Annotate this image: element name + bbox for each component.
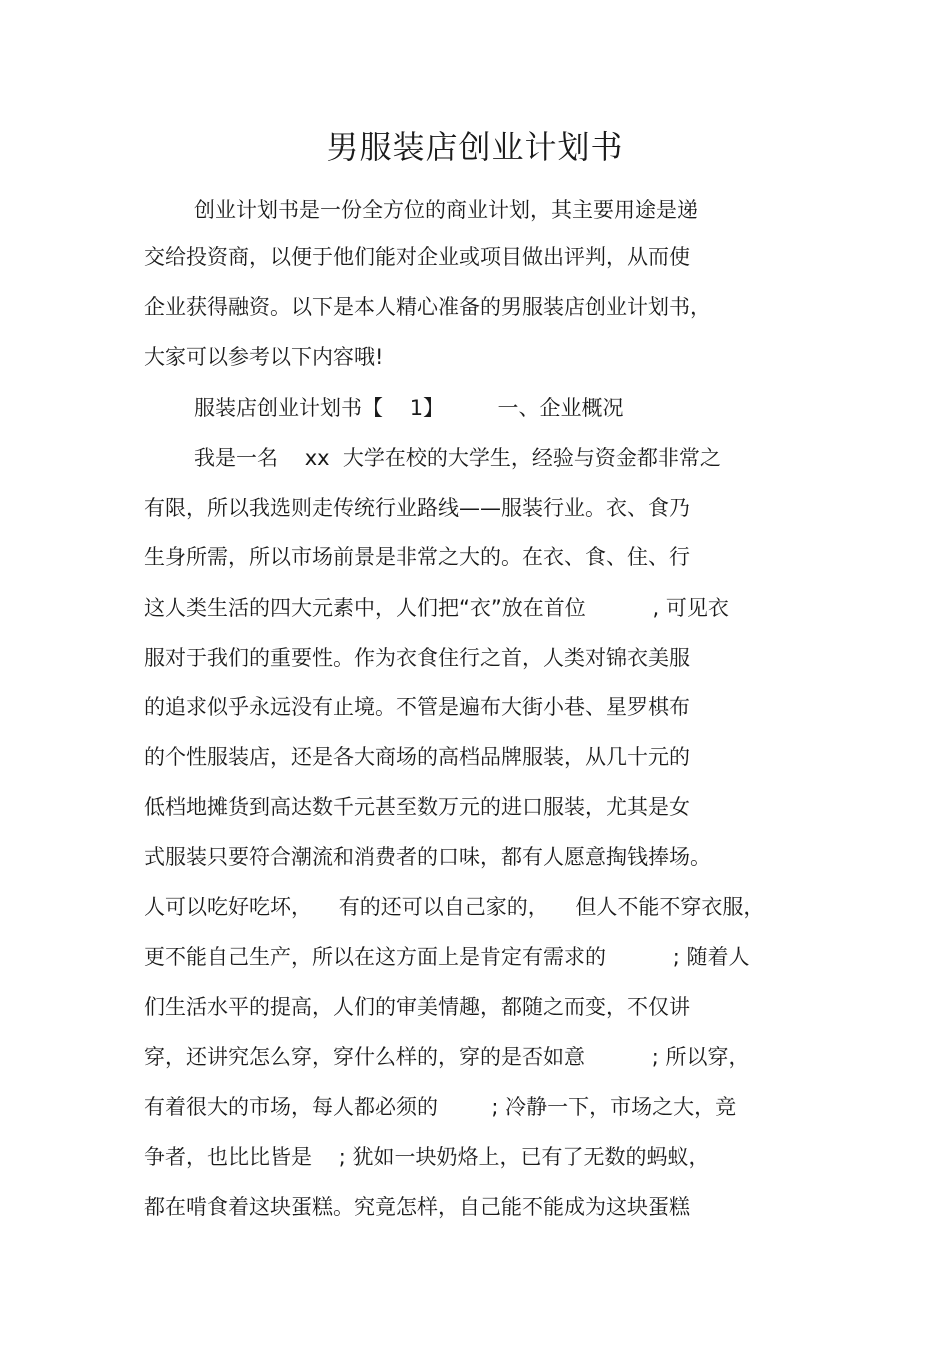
paragraph-line: 低档地摊货到高达数千元甚至数万元的进口服装，尤其是女 xyxy=(144,795,690,819)
paragraph-line: 企业获得融资。以下是本人精心准备的男服装店创业计划书， xyxy=(144,295,711,319)
document-title: 男服装店创业计划书 xyxy=(326,128,624,166)
paragraph-line: 有限，所以我选则走传统行业路线——服装行业。衣、食乃 xyxy=(144,496,690,520)
paragraph-line: 有着很大的市场，每人都必须的 ; 冷静一下，市场之大，竞 xyxy=(144,1095,737,1119)
paragraph-line: 大家可以参考以下内容哦! xyxy=(144,345,384,369)
paragraph-line: 创业计划书是一份全方位的商业计划，其主要用途是递 xyxy=(194,198,698,222)
section-heading-line: 服装店创业计划书【 1】 一、企业概况 xyxy=(194,396,624,420)
paragraph-line: 的追求似乎永远没有止境。不管是遍布大街小巷、星罗棋布 xyxy=(144,695,690,719)
paragraph-line: 交给投资商，以便于他们能对企业或项目做出评判，从而使 xyxy=(144,245,690,269)
paragraph-line: 人可以吃好吃坏， 有的还可以自己家的， 但人不能不穿衣服， xyxy=(144,895,765,919)
paragraph-line: 们生活水平的提高，人们的审美情趣，都随之而变，不仅讲 xyxy=(144,995,690,1019)
paragraph-line: 穿，还讲究怎么穿，穿什么样的，穿的是否如意 ; 所以穿， xyxy=(144,1045,750,1069)
paragraph-line: 的个性服装店，还是各大商场的高档品牌服装，从几十元的 xyxy=(144,745,690,769)
paragraph-line: 生身所需，所以市场前景是非常之大的。在衣、食、住、行 xyxy=(144,545,690,569)
paragraph-line: 更不能自己生产，所以在这方面上是肯定有需求的 ; 随着人 xyxy=(144,945,750,969)
paragraph-line: 争者，也比比皆是 ; 犹如一块奶烙上，已有了无数的蚂蚁， xyxy=(144,1145,710,1169)
paragraph-line: 我是一名 xx 大学在校的大学生，经验与资金都非常之 xyxy=(194,446,721,470)
paragraph-line: 式服装只要符合潮流和消费者的口味，都有人愿意掏钱捧场。 xyxy=(144,845,711,869)
paragraph-line: 服对于我们的重要性。作为衣食住行之首，人类对锦衣美服 xyxy=(144,646,690,670)
paragraph-line: 这人类生活的四大元素中，人们把“衣”放在首位 , 可见衣 xyxy=(144,596,729,620)
paragraph-line: 都在啃食着这块蛋糕。究竟怎样，自己能不能成为这块蛋糕 xyxy=(144,1195,690,1219)
